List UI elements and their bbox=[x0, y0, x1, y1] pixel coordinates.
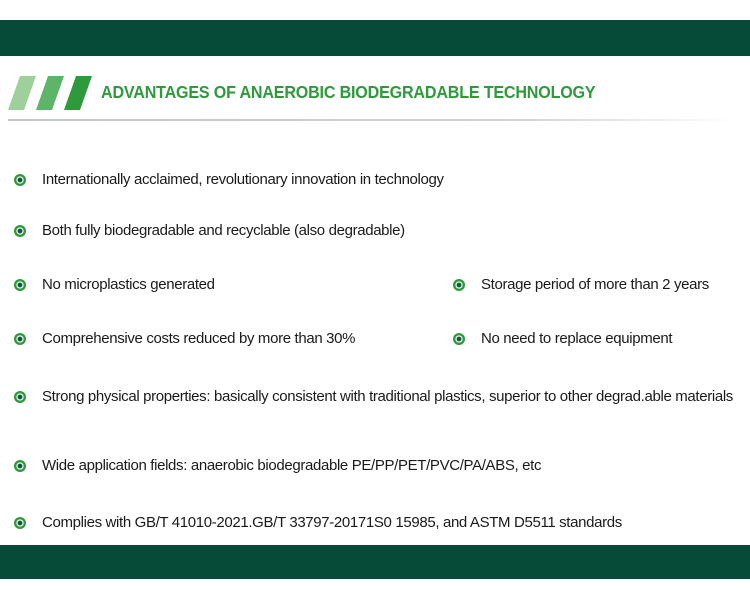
bullet-icon bbox=[453, 279, 465, 291]
stripe-mid bbox=[36, 76, 64, 110]
item-text: Storage period of more than 2 years bbox=[481, 276, 709, 293]
list-item bbox=[14, 222, 405, 239]
bullet-icon bbox=[14, 517, 26, 529]
bullet-icon bbox=[453, 333, 465, 345]
item-text: Complies with GB/T 41010-2021.GB/T 33797-20171S0 15985, and ASTM D5511 standards bbox=[42, 514, 622, 531]
bullet-icon bbox=[14, 460, 26, 472]
stripe-light bbox=[8, 76, 36, 110]
item-text: No microplastics generated bbox=[42, 276, 215, 293]
bullet-icon bbox=[14, 174, 26, 186]
list-item bbox=[14, 330, 355, 347]
top-band bbox=[0, 20, 750, 56]
list-item bbox=[14, 514, 622, 531]
item-text: Comprehensive costs reduced by more than 30% bbox=[42, 330, 356, 347]
bullet-icon bbox=[14, 225, 26, 237]
item-text: Internationally acclaimed, revolutionary innovation in technology bbox=[42, 171, 444, 188]
list-item bbox=[14, 171, 444, 188]
bullet-icon bbox=[14, 333, 26, 345]
section-header bbox=[8, 72, 738, 122]
item-text: Wide application fields: anaerobic biodegradable PE/PP/PET/PVC/PA/ABS, etc bbox=[42, 457, 542, 474]
bullet-icon bbox=[14, 279, 26, 291]
bullet-icon bbox=[14, 391, 26, 403]
item-text: Both fully biodegradable and recyclable (also degradable) bbox=[42, 222, 405, 239]
list-item bbox=[14, 388, 733, 405]
bottom-band bbox=[0, 545, 750, 579]
stripes-icon bbox=[8, 72, 98, 112]
title-underline bbox=[8, 119, 738, 121]
list-item bbox=[14, 457, 541, 474]
list-item bbox=[453, 330, 672, 347]
item-text: No need to replace equipment bbox=[481, 330, 673, 347]
list-item bbox=[453, 276, 709, 293]
stripe-dark bbox=[64, 76, 92, 110]
list-item bbox=[14, 276, 215, 293]
page-title: ADVANTAGES OF ANAEROBIC BIODEGRADABLE TECHNOLOGY bbox=[101, 82, 596, 102]
item-text: Strong physical properties: basically consistent with traditional plastics, superior to other degrad.able materials bbox=[42, 388, 733, 405]
